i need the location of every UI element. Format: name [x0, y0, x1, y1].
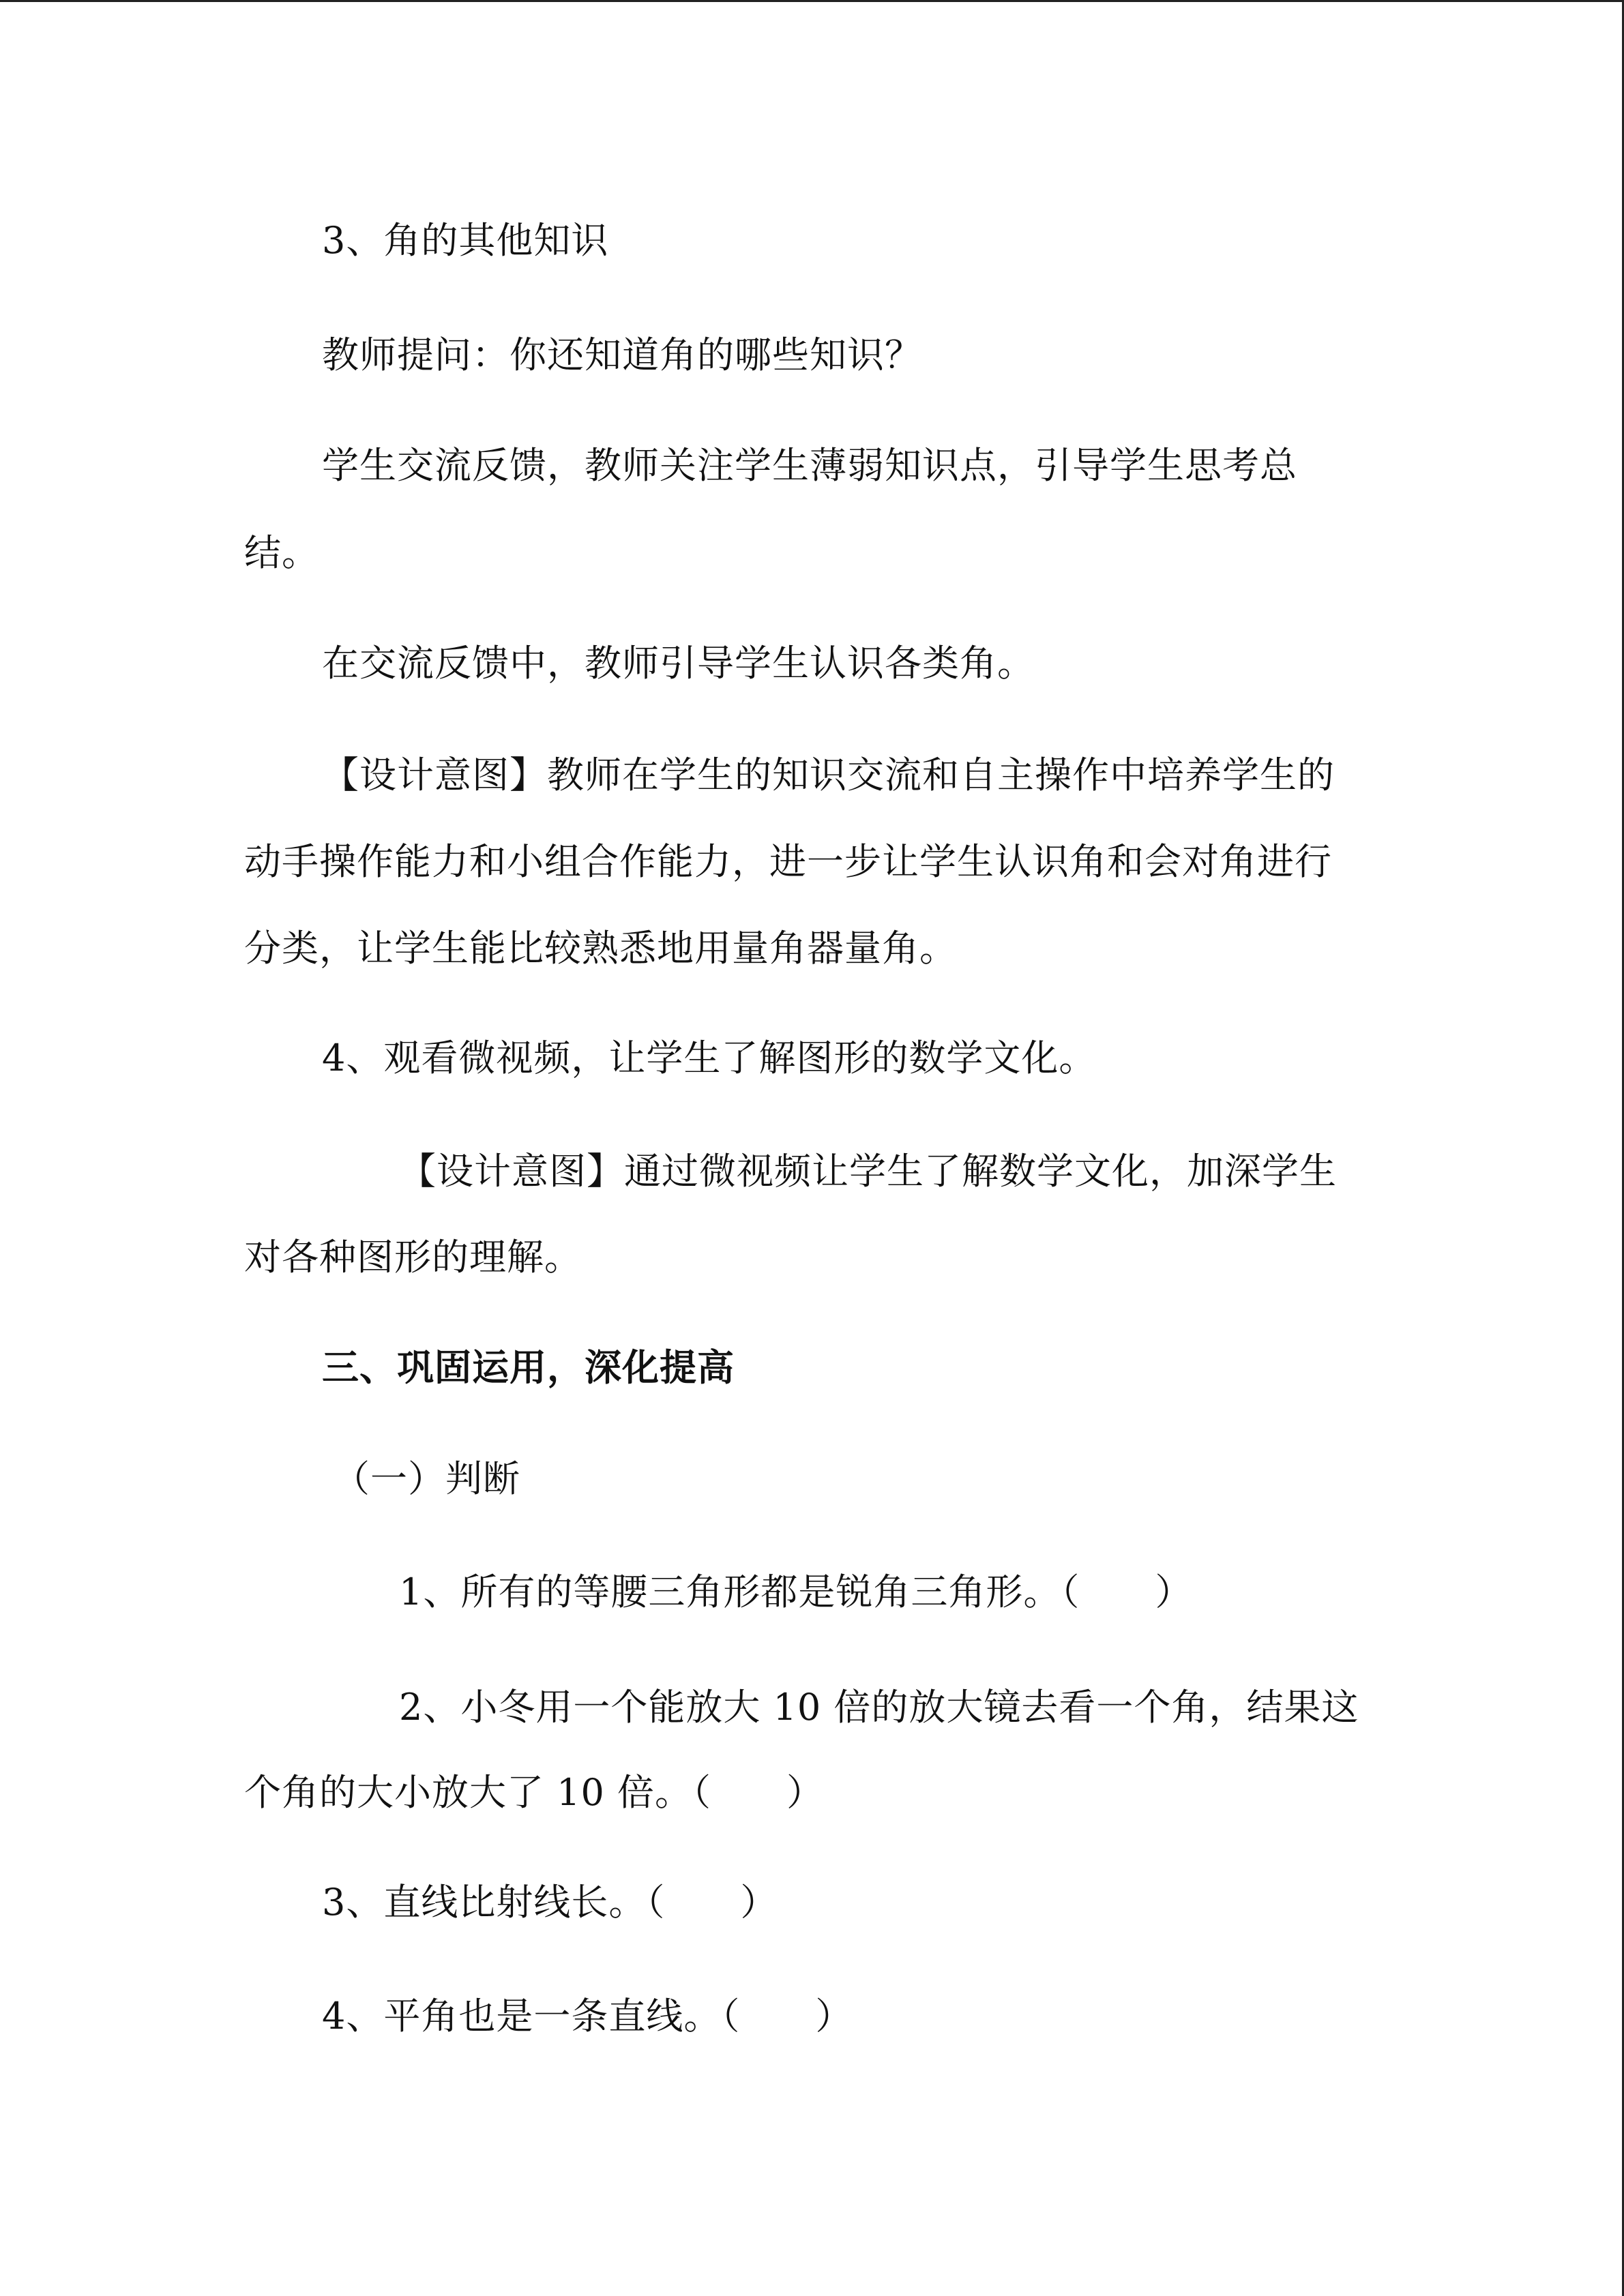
section-heading-consolidate: 三、巩固运用，深化提高: [322, 1345, 735, 1389]
judge-item-2-line-1: 2、小冬用一个能放大 10 倍的放大镜去看一个角，结果这: [399, 1686, 1359, 1729]
judge-item-1: 1、所有的等腰三角形都是锐角三角形。（ ）: [399, 1570, 1193, 1613]
paragraph-angle-types: 在交流反馈中，教师引导学生认识各类角。: [322, 642, 1035, 685]
subsection-heading-angle-knowledge: 3、角的其他知识: [322, 219, 609, 262]
judge-item-4: 4、平角也是一条直线。（ ）: [322, 1995, 853, 2038]
design-intent-1-line-1: 【设计意图】教师在学生的知识交流和自主操作中培养学生的: [322, 754, 1335, 796]
judge-item-3: 3、直线比射线长。（ ）: [322, 1881, 778, 1924]
design-intent-1-line-2: 动手操作能力和小组合作能力，进一步让学生认识角和会对角进行: [244, 840, 1332, 883]
paragraph-feedback-line-2: 结。: [244, 531, 319, 574]
design-intent-2-line-1: 【设计意图】通过微视频让学生了解数学文化，加深学生: [399, 1150, 1337, 1193]
judge-item-2-line-2: 个角的大小放大了 10 倍。（ ）: [244, 1771, 825, 1814]
design-intent-2-line-2: 对各种图形的理解。: [244, 1236, 582, 1279]
paragraph-feedback-line-1: 学生交流反馈，教师关注学生薄弱知识点，引导学生思考总: [322, 444, 1297, 487]
design-intent-1-line-3: 分类，让学生能比较熟悉地用量角器量角。: [244, 927, 957, 970]
subsection-heading-judge: （一）判断: [333, 1457, 520, 1500]
subsection-heading-micro-video: 4、观看微视频，让学生了解图形的数学文化。: [322, 1037, 1097, 1079]
teacher-question: 教师提问：你还知道角的哪些知识？: [322, 333, 922, 376]
